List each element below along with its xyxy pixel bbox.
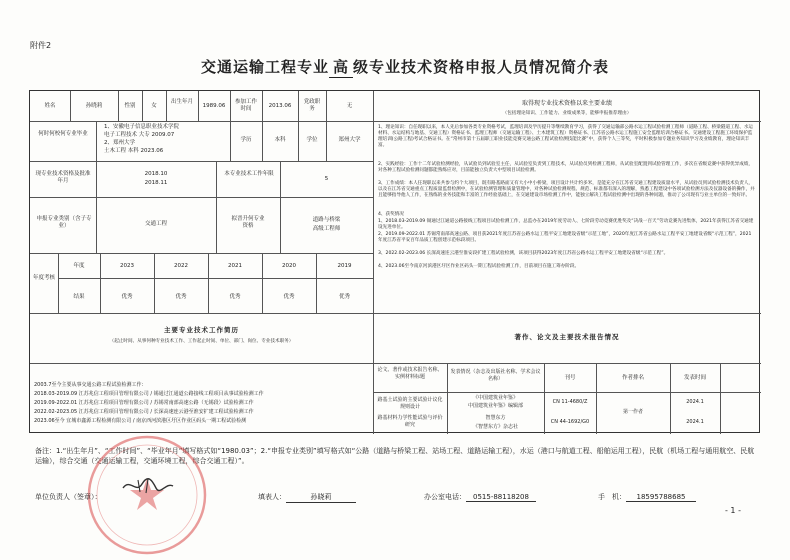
- filler-label: 填表人：: [258, 493, 286, 501]
- achievement-para-8: 4、2023.06至今南京河滨港区圩区作业区码头一期工程试验检测工作，目前项目在施工筹办阶段。: [378, 264, 580, 269]
- party-label: 党政职务: [303, 99, 321, 112]
- handwritten-signature-icon: [118, 474, 178, 496]
- school-line-1: 1、安徽电子信息职业技术学院: [104, 124, 180, 130]
- achievements-heading: 取得现专业技术资格以来主要业绩: [521, 100, 612, 107]
- achievement-para-4: 4、获奖情况: [378, 212, 404, 217]
- page-title: [60, 56, 750, 78]
- annual-result-5: 优秀: [338, 294, 350, 300]
- paper-2-title: 路基材料力学性能试验与评价研究: [377, 415, 443, 428]
- notes: 备注：1.“出生年月”、“工作时间”、“毕业年月”填写格式如“1980.03”；2.“申报专业类别”填写格式如“公路（道路与桥梁工程、站场工程、道路运输工程），水运（港口与航道工程、船舶运用工程），民航（机场工程与通用航空、民航运输），综合交通（交通运输工程，交通环境工程，综合交通工程）”。: [35, 447, 755, 465]
- achievements-sub: （包括理论知识、工作能力、业绩成果等，能够申报推荐理由）: [502, 111, 632, 116]
- annual-result-3: 优秀: [229, 294, 241, 300]
- annual-result-1: 优秀: [121, 294, 133, 300]
- experience-line-5: 2023.06至今 宜城市鑫源工程检测有限公司 / 南京西河滨港区圩区作业区码头一期工程试验检测: [34, 418, 247, 424]
- cur-line-1: 2018.10: [144, 171, 168, 177]
- office-phone-label: 办公室电话：: [424, 493, 466, 501]
- unit-head-label: 单位负责人（签章）：: [35, 493, 102, 501]
- paper-2-date: 2024.1: [686, 419, 704, 425]
- papers-col-title: 论文、著作或技术报告名称、实例材料标题: [377, 367, 443, 380]
- paper-2-pub2: 《智慧东方》杂志社: [472, 424, 518, 430]
- paper-1-pub1: 《中国建筑业年鉴》: [472, 395, 518, 401]
- filler-field: [258, 492, 356, 503]
- paper-1-rank: 第一作者: [622, 409, 643, 415]
- annual-result-4: 优秀: [283, 294, 295, 300]
- achievement-para-3: 3、工作成绩：本人任现职以来共参与约个大项目，既有路基路面又有大小中小桥梁，项目设计共计约多米，是能充分在江苏省交通工程建设质量水平，从试验员到试验检测技术负责人，以及在江苏省交通重点工程质量监督检测中，在试验检测管理和质量管理中，对各种试验检测规程、规范、标准都有深入的理解，熟悉工程建设中各项试验检测方法及仪器设备的操作，并且能够指导他人工作，在熟练的业务技能和丰富的工作经验基础上，在交通建设市场检测工作中，能独立解决工程试验检测中出现的各种问题，推动了公司现有与业主单位的一致好评。: [378, 181, 755, 199]
- sex-value: 女: [151, 103, 157, 109]
- party-value: 无: [346, 103, 353, 109]
- title-prefix: 交通运输工程专业: [200, 58, 329, 76]
- birth-label: 出生年月: [170, 99, 193, 105]
- name-value: 孙晓莉: [85, 103, 103, 109]
- annual-result-2: 优秀: [175, 294, 187, 300]
- paper-2-pub1: 智慧东方: [485, 415, 506, 421]
- achievement-para-7: 3、2022.02-2023.06 长深高速连云港至淮安段扩建工程试验检测，该项目获得2023年度江苏省公路水运工程平安工地建设省级“示范工程”。: [378, 251, 669, 256]
- annual-year-2: 2022: [174, 263, 188, 269]
- title-level: 高: [329, 56, 353, 78]
- annual-year-4: 2020: [282, 263, 296, 269]
- achievement-para-2: 2、实践经验：工作十二年试验检测经验，从试验员到试验室主任，从试验室负责到工程技术，从试验员到检测工程师，从试验室配置到试验管理工作，多次在省级竞赛中获得优异成绩，对各种工程试验检测问题都能熟练应对，目前能独立负责大中型项目试验检测。: [378, 162, 754, 174]
- annual-year-1: 2023: [120, 263, 134, 269]
- mobile-label: 手 机：: [598, 493, 626, 501]
- apply-value: 交通工程: [144, 221, 167, 227]
- papers-col-pub: 发表情况（杂志及出版社名称、学术会议名称）: [450, 369, 541, 382]
- papers-col-rank: 作者排名: [621, 375, 644, 381]
- experience-heading: 主要专业技术工作简历: [164, 326, 239, 334]
- school-label: 何时何校何专业毕业: [38, 131, 88, 137]
- tocat-line-2: 高级工程师: [312, 226, 341, 232]
- degree-label: 学位: [306, 137, 318, 143]
- form-table: [29, 90, 760, 433]
- sex-label: 性别: [124, 103, 136, 109]
- school-line-2: 电子工程技术 大专 2009.07: [104, 132, 175, 138]
- papers-col-issn: 刊号: [564, 375, 576, 381]
- paper-1-pub2: 中国建筑业年鉴》编辑部: [467, 403, 523, 409]
- school-line-4: 土木工程 本科 2023.06: [104, 148, 164, 154]
- achievement-para-5: 1、2018.03-2019.09 锡通过江通道公路接线工程项目试验检测工作，总监办在2019年度劳动人、七阶段劳动竞赛优胜奖及“决战一百天”劳动竞赛先进集体，2021年获得江苏省交通建设先进单位。: [378, 219, 754, 231]
- paper-1-date: 2024.1: [686, 399, 704, 405]
- years-label: 本专业技术工作年限: [224, 171, 274, 177]
- years-value: 5: [324, 176, 329, 182]
- experience-line-2: 2018.03-2019.09 江苏兆信工程项目管理有限公司 / 锡通过江通道公路接线工程项目从事试验检测工作: [34, 391, 264, 397]
- achievement-para-6: 2、2019.09-2022.01 苏锡常南部高速公路、项目获2021年度江苏省公路水运工程平安工地建设省级“示范工地”，2020年度江苏省公路水运工程平安工地建设省级“示范工程”，2021年度江苏省平安百年品质工程创建示范标段项目。: [378, 232, 752, 244]
- annual-year-5: 2019: [337, 263, 352, 269]
- experience-sub: （起止时间、从事何种专业技术工作、工作起止时间、单位、部门、岗位、专业技术职务）: [109, 339, 294, 344]
- experience-line-1: 2003.7至今主要从事交通公路工程试验检测工作：: [34, 382, 147, 388]
- tocat-label: 拟晋升何专业资格: [231, 216, 265, 229]
- annual-year-3: 2021: [228, 263, 242, 269]
- paper-1-title: 路基土试验的主要试验计议化规则设计: [377, 397, 443, 410]
- mobile-field: [598, 492, 696, 502]
- office-phone-value: 0515-88118208: [466, 493, 536, 502]
- tocat-line-1: 道路与桥梁: [312, 217, 341, 223]
- paper-1-issn: CN 11-4680/Z: [552, 399, 588, 405]
- degree-value: 郑州大学: [338, 137, 361, 143]
- filler-value: 孙晓莉: [286, 492, 356, 503]
- mobile-value: 18595788685: [626, 493, 696, 502]
- name-label: 姓名: [44, 103, 56, 109]
- school-line-3: 2、郑州大学: [104, 140, 135, 146]
- cur-line-2: 2018.11: [144, 180, 168, 186]
- birth-value: 1989.06: [202, 103, 226, 109]
- page-number: - 1 -: [725, 506, 741, 515]
- office-phone-field: [424, 492, 536, 502]
- paper-2-issn: CN 44-1692/G0: [550, 419, 590, 425]
- annual-label: 年度考核: [32, 275, 55, 281]
- work-value: 2013.06: [268, 103, 292, 109]
- title-suffix: 级专业技术资格申报人员情况简介表: [353, 58, 610, 76]
- work-label: 参加工作时间: [234, 99, 257, 112]
- annual-year-label: 年度: [73, 263, 85, 269]
- experience-line-4: 2022.02-2023.05 江苏兆信工程项目管理有限公司 / 长深高速连云港至淮安扩建工程试验检测工作: [34, 409, 254, 415]
- apply-label: 申报专业类别（含子专业）: [36, 216, 92, 229]
- edu-label: 学历: [240, 137, 252, 143]
- attachment-label: 附件2: [30, 41, 52, 50]
- achievement-para-1: 1、理论知识：自任现职以来，本人先后参加各类专业资格考试，监理培训及学历提升等继续教育学习，获得了交通运输部公路水运工程试验检测工程师（道路工程、桥梁隧道工程、水运材料、水运结构与地基、交通工程）资格证书、监理工程师（交通运输工程）、土木建筑工程）资格证书、江苏省公路水运工程施工安全监理培训合格证书。交通建设工程施工环境保护监理培训(公路工程)考试合格证书。在“常州市第十五届职工职业技能竞赛交通公路工程试验检测技能比赛”中，获得个人三等奖，平时积极参加专题业务知识学习及业绩教育，理论知识丰富。: [378, 125, 754, 149]
- edu-value: 本科: [274, 137, 286, 143]
- papers-heading: 著作、论文及主要技术报告情况: [514, 333, 620, 341]
- experience-line-3: 2019.09-2022.01 江苏兆信工程项目管理有限公司 / 苏锡常南部高速公路（无锡段）试验检测工作: [34, 400, 254, 406]
- papers-col-date: 发表时间: [683, 375, 706, 381]
- annual-result-label: 结果: [73, 294, 85, 300]
- cur-label: 现专业技术资格及批准年月: [35, 171, 91, 184]
